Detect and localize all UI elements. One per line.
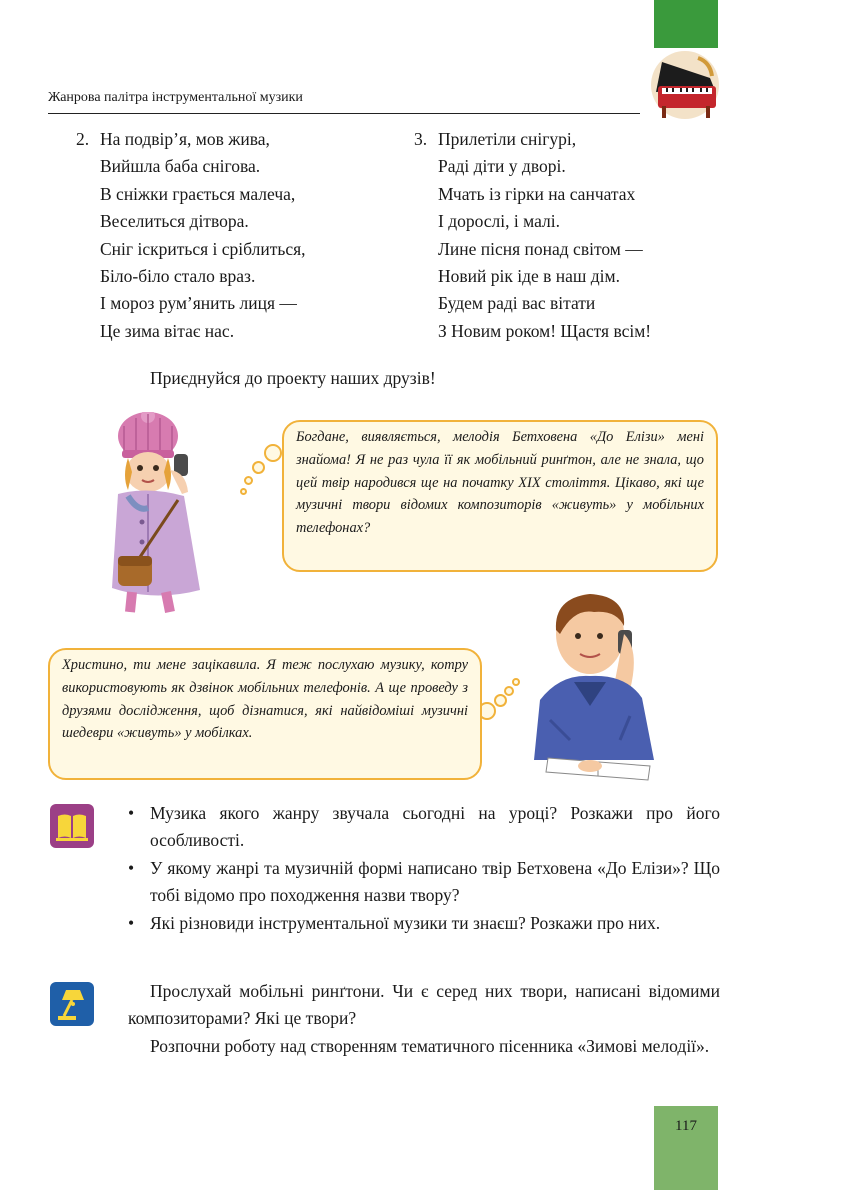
page-number: 117 <box>675 1118 697 1134</box>
verse-line: Це зима вітає нас. <box>100 320 235 341</box>
verse-line: І мороз рум’янить лиця — <box>100 293 297 314</box>
thought-dot <box>264 444 282 462</box>
thought-dot <box>504 686 514 696</box>
thought-dot <box>244 476 253 485</box>
girl-illustration <box>104 412 220 614</box>
verse-line: Веселиться дітвора. <box>100 211 249 232</box>
thought-dot <box>252 461 265 474</box>
verse-line: Новий рік іде в наш дім. <box>438 266 620 287</box>
header-divider <box>48 113 640 114</box>
review-questions <box>128 800 720 937</box>
boy-speech-bubble: Христино, ти мене зацікавила. Я теж послухаю музику, котру використовують як дзвінок мобільних телефонів. А ще проведу з друзями дослідження, щоб дізнатися, які найвідоміші музичні шедеври «живуть» у мобілках. <box>48 648 482 780</box>
verse-line: І дорослі, і малі. <box>438 211 560 232</box>
girl-speech-bubble: Богдане, виявляється, мелодія Бетховена «До Елізи» мені знайома! Я не раз чула її як мобільний ринґтон, але не знала, що цей твір народився ще на початку XIX століття. Цікаво, які ще музичні твори відомих композиторів «живуть» у мобільних телефонах? <box>282 420 718 572</box>
task-paragraph: Прослухай мобільні ринґтони. Чи є серед них твори, написані відомими композиторами? Які це твори? <box>128 981 720 1029</box>
verse-line: З Новим роком! Щастя всім! <box>438 320 652 341</box>
top-green-tab <box>654 0 718 48</box>
verse-line: Вийшла баба снігова. <box>100 156 261 177</box>
chapter-title: Жанрова палітра інструментальної музики <box>48 90 303 105</box>
task-paragraph: Розпочни роботу над створенням тематичного пісенника «Зимові мелодії». <box>150 1035 710 1056</box>
verse-line: Раді діти у дворі. <box>438 156 566 177</box>
list-item: • Які різновиди інструментальної музики ти знаєш? Розкажи про них. <box>128 910 720 937</box>
list-item: • Музика якого жанру звучала сьогодні на уроці? Розкажи про його особливості. <box>128 800 720 855</box>
list-item: • У якому жанрі та музичній формі написано твір Бетховена «До Елізи»? Що тобі відомо про походження назви твору? <box>128 855 720 910</box>
verse-3 <box>414 126 651 345</box>
thought-dot <box>240 488 247 495</box>
boy-illustration <box>530 590 680 786</box>
verse-line: Мчать із гірки на санчатах <box>438 183 636 204</box>
verse-line: 3. Прилетіли снігурі, <box>414 126 651 153</box>
task-block <box>128 978 720 1060</box>
project-intro: Приєднуйся до проекту наших друзів! <box>150 368 436 388</box>
verse-line: В сніжки грається малеча, <box>100 183 296 204</box>
desk-lamp-icon <box>50 982 94 1026</box>
verse-number: 3. <box>414 129 428 149</box>
verse-line: Біло-біло стало враз. <box>100 266 256 287</box>
book-icon <box>50 804 94 848</box>
thought-dot <box>512 678 520 686</box>
verse-line: Будем раді вас вітати <box>438 293 596 314</box>
verse-line: Сніг іскриться і сріблиться, <box>100 238 306 259</box>
piano-icon <box>648 48 722 122</box>
verse-line: 2. На подвір’я, мов жива, <box>76 126 306 153</box>
thought-dot <box>494 694 507 707</box>
verse-number: 2. <box>76 129 90 149</box>
verse-line: Лине пісня понад світом — <box>438 238 643 259</box>
verse-2 <box>76 126 306 345</box>
